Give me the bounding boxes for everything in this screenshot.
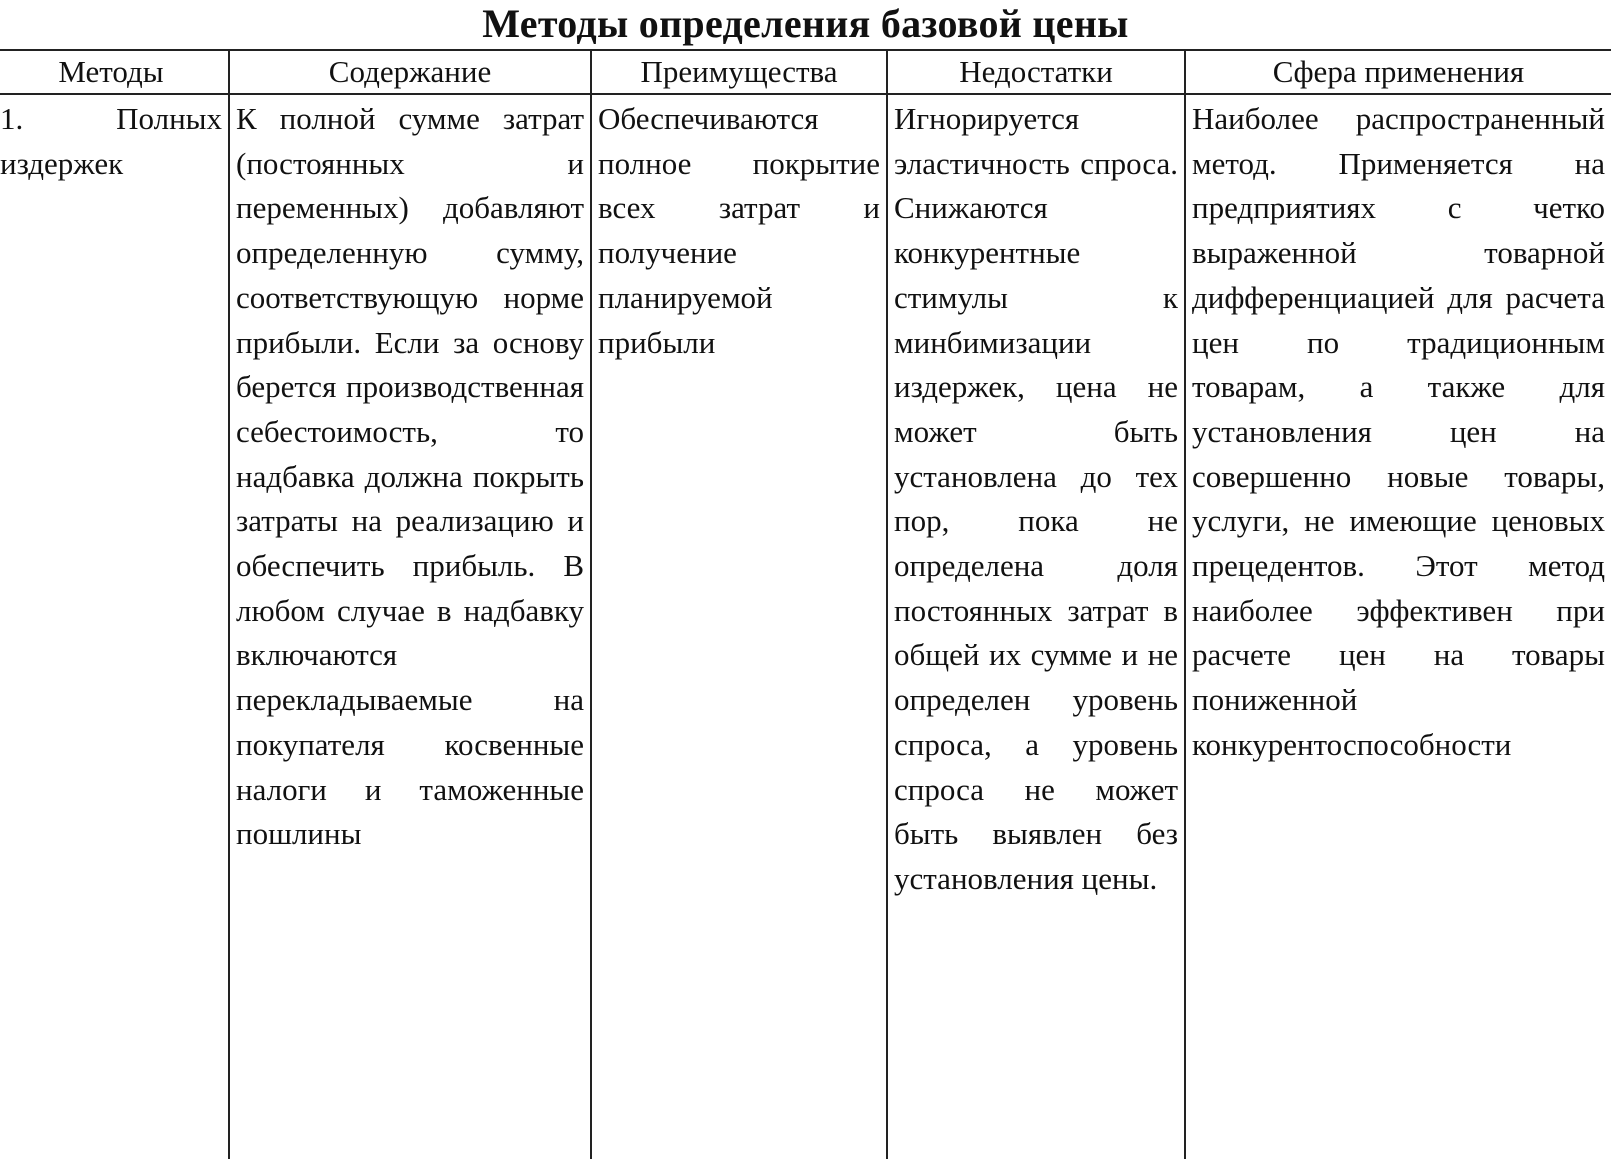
table-header bbox=[0, 50, 1611, 94]
column-header-methods: Методы bbox=[0, 50, 229, 94]
column-header-scope: Сфера применения bbox=[1185, 50, 1611, 94]
pricing-methods-table bbox=[0, 49, 1611, 1159]
page-title: Методы определения базовой цены bbox=[482, 1, 1129, 46]
cell-advantages: Обеспечиваются полное покрытие всех затрат и получение планируемой прибыли bbox=[591, 94, 887, 1159]
column-header-content: Содержание bbox=[229, 50, 591, 94]
table-row bbox=[0, 94, 1611, 1159]
column-header-disadvantages: Недостатки bbox=[887, 50, 1185, 94]
cell-content: К полной сумме затрат (постоянных и переменных) добавляют определенную сумму, соответствующую норме прибыли. Если за основу берется производственная себестоимость, то надбавка должна покрыть затраты на реализацию и обеспечить прибыль. В любом случае в надбавку включаются перекладываемые на покупателя косвенные налоги и таможенные пошлины bbox=[229, 94, 591, 1159]
cell-disadvantages: Игнорируется эластичность спроса. Снижаются конкурентные стимулы к минбимизации издержек, цена не может быть установлена до тех пор, пока не определена доля постоянных затрат в общей их сумме и не определен уровень спроса, а уровень спроса не может быть выявлен без установления цены. bbox=[887, 94, 1185, 1159]
cell-method: 1. Полных издержек bbox=[0, 94, 229, 1159]
cell-scope: Наиболее распространенный метод. Применяется на предприятиях с четко выраженной товарной дифференциацией для расчета цен по традиционным товарам, а также для установления цен на совершенно новые товары, услуги, не имеющие ценовых прецедентов. Этот метод наиболее эффективен при расчете цен на товары пониженной конкурентоспособности bbox=[1185, 94, 1611, 1159]
table-header-row bbox=[0, 50, 1611, 94]
column-header-advantages: Преимущества bbox=[591, 50, 887, 94]
